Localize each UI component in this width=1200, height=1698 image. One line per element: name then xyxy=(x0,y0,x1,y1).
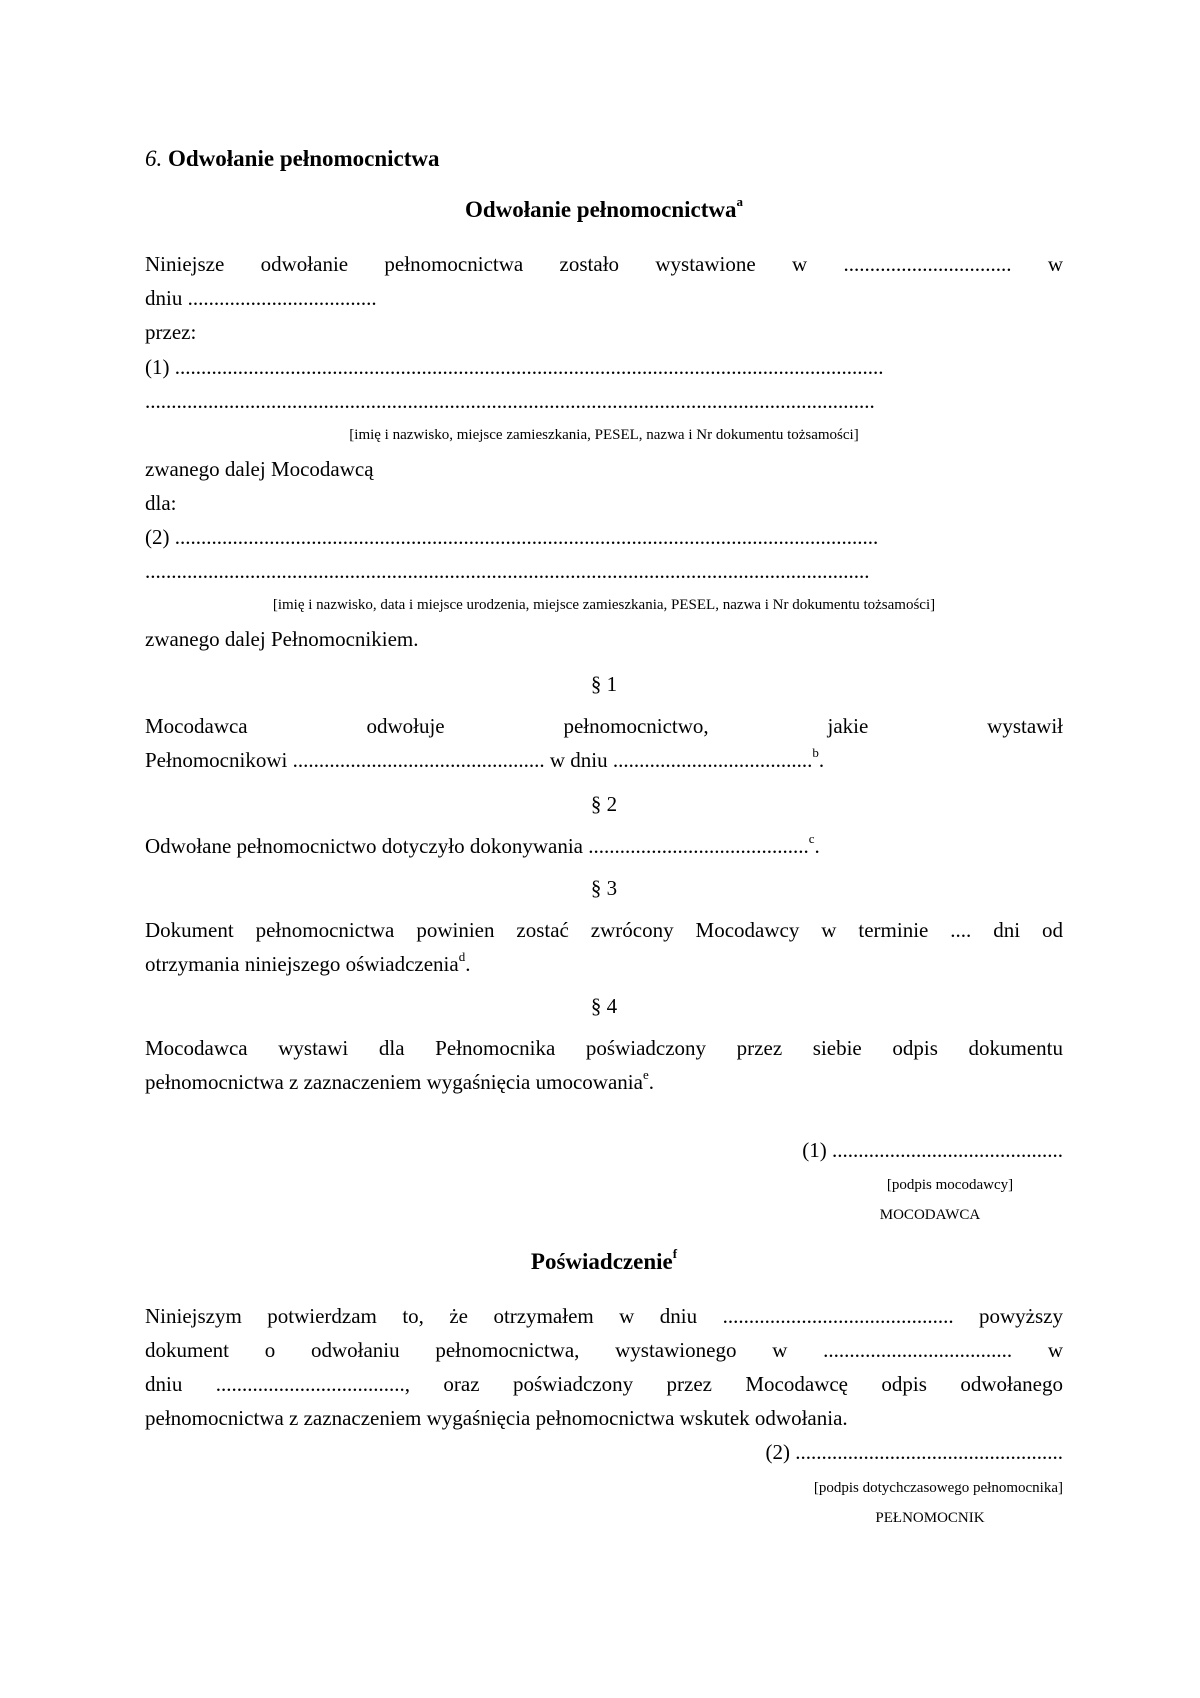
signature-2-line: (2) ................................................... xyxy=(765,1440,1063,1464)
document-title xyxy=(145,193,1063,227)
paragraph-2-line-1 xyxy=(145,829,1063,863)
section-number: 6. xyxy=(145,146,163,171)
paragraph-3-line-2-text: otrzymania niniejszego oświadczenia xyxy=(145,952,459,976)
party2-caption: [imię i nazwisko, data i miejsce urodzenia, miejsce zamieszkania, PESEL, nazwa i Nr dokumentu tożsamości] xyxy=(272,597,936,613)
paragraph-1-line-1: Mocodawca odwołuje pełnomocnictwo, jakie wystawił xyxy=(145,714,1063,738)
certificate-line-1: Niniejszym potwierdzam to, że otrzymałem w dniu ............................................ powyższy xyxy=(145,1304,1063,1328)
paragraph-3-label: § 3 xyxy=(590,876,618,900)
paragraph-3-line-1: Dokument pełnomocnictwa powinien zostać zwrócony Mocodawcy w terminie .... dni od xyxy=(145,918,1063,942)
signature-1-line: (1) ............................................ xyxy=(802,1138,1063,1162)
intro-line-3: przez: xyxy=(145,320,197,344)
paragraph-4-label: § 4 xyxy=(590,994,618,1018)
intro-line-1: Niniejsze odwołanie pełnomocnictwa zostało wystawione w ................................ w xyxy=(145,252,1063,276)
paragraph-1-line-2-text: Pełnomocnikowi ................................................ w dniu ...................................... xyxy=(145,748,813,772)
certificate-line-2: dokument o odwołaniu pełnomocnictwa, wystawionego w .................................... w xyxy=(145,1338,1063,1362)
party2-line-1: (2) ...................................................................................................................................... xyxy=(145,525,879,549)
paragraph-1-label: § 1 xyxy=(590,672,618,696)
footnote-marker-e: e xyxy=(642,1067,649,1082)
footnote-marker-f: f xyxy=(672,1246,678,1262)
party1-caption: [imię i nazwisko, miejsce zamieszkania, PESEL, nazwa i Nr dokumentu tożsamości] xyxy=(349,427,859,443)
footnote-marker-c: c xyxy=(808,831,815,846)
section-heading xyxy=(145,142,1063,176)
signature-1-caption: [podpis mocodawcy] xyxy=(886,1177,1014,1193)
footnote-marker-b: b xyxy=(812,745,819,760)
signature-1-role: MOCODAWCA xyxy=(879,1207,981,1223)
party1-after: zwanego dalej Mocodawcą xyxy=(145,457,374,481)
document-title-text: Odwołanie pełnomocnictwa xyxy=(464,197,737,222)
paragraph-3-end: . xyxy=(465,952,471,976)
footnote-marker-d: d xyxy=(458,949,466,964)
paragraph-2-end: . xyxy=(814,834,820,858)
paragraph-4-end: . xyxy=(648,1070,654,1094)
paragraph-4-line-1: Mocodawca wystawi dla Pełnomocnika poświadczony przez siebie odpis dokumentu xyxy=(145,1036,1063,1060)
paragraph-1-end: . xyxy=(818,748,825,772)
party2-after: zwanego dalej Pełnomocnikiem. xyxy=(145,627,419,651)
paragraph-1-line-2 xyxy=(145,743,1063,777)
paragraph-4-line-2 xyxy=(145,1065,1063,1099)
certificate-title xyxy=(145,1245,1063,1279)
party1-line-1: (1) ....................................................................................................................................... xyxy=(145,355,884,379)
section-heading-text: Odwołanie pełnomocnictwa xyxy=(168,146,440,171)
party2-line-2: .......................................................................................................................................... xyxy=(145,559,870,583)
signature-2-caption: [podpis dotychczasowego pełnomocnika] xyxy=(813,1480,1063,1496)
intro-line-2: dniu .................................... xyxy=(145,286,377,310)
signature-2-role: PEŁNOMOCNIK xyxy=(875,1510,985,1526)
party1-dla: dla: xyxy=(145,491,177,515)
paragraph-2-label: § 2 xyxy=(590,792,618,816)
paragraph-2-line-1-text: Odwołane pełnomocnictwo dotyczyło dokonywania .......................................... xyxy=(145,834,809,858)
paragraph-4-line-2-text: pełnomocnictwa z zaznaczeniem wygaśnięcia umocowania xyxy=(145,1070,643,1094)
certificate-line-4: pełnomocnictwa z zaznaczeniem wygaśnięcia pełnomocnictwa wskutek odwołania. xyxy=(145,1406,848,1430)
party1-line-2: ........................................................................................................................................... xyxy=(145,389,875,413)
certificate-title-text: Poświadczenie xyxy=(530,1249,673,1274)
footnote-marker-a: a xyxy=(736,194,744,210)
certificate-line-3: dniu ...................................., oraz poświadczony przez Mocodawcę odpis odwołanego xyxy=(145,1372,1063,1396)
paragraph-3-line-2 xyxy=(145,947,1063,981)
